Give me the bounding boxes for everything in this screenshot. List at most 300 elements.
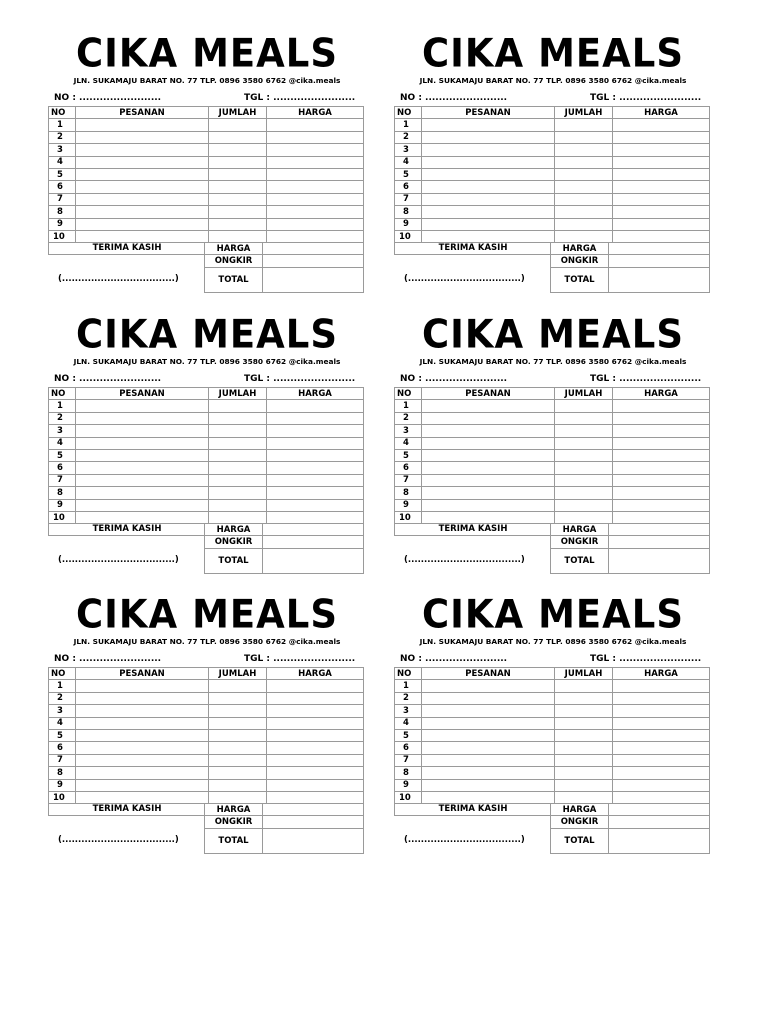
receipt-number-field[interactable]: NO : ........................ bbox=[400, 654, 508, 664]
brand-title: CIKA MEALS bbox=[421, 311, 685, 358]
harga-cell[interactable] bbox=[613, 705, 710, 717]
harga-cell[interactable] bbox=[613, 425, 710, 437]
harga-value-cell[interactable] bbox=[609, 524, 710, 536]
receipt-meta bbox=[48, 374, 366, 386]
total-value-cell[interactable] bbox=[609, 267, 710, 292]
harga-cell[interactable] bbox=[267, 767, 364, 779]
pesanan-cell[interactable] bbox=[76, 193, 209, 205]
pesanan-cell[interactable] bbox=[422, 412, 555, 424]
pesanan-cell[interactable] bbox=[76, 144, 209, 156]
jumlah-cell[interactable] bbox=[555, 400, 613, 412]
jumlah-cell[interactable] bbox=[209, 742, 267, 754]
pesanan-cell[interactable] bbox=[76, 218, 209, 230]
pesanan-cell[interactable] bbox=[76, 705, 209, 717]
order-row bbox=[49, 412, 364, 424]
jumlah-cell[interactable] bbox=[209, 754, 267, 766]
pesanan-cell[interactable] bbox=[422, 692, 555, 704]
jumlah-cell[interactable] bbox=[555, 767, 613, 779]
totals-table bbox=[550, 803, 710, 854]
pesanan-cell[interactable] bbox=[76, 499, 209, 511]
receipt-number-field[interactable]: NO : ........................ bbox=[400, 93, 508, 103]
harga-cell[interactable] bbox=[613, 193, 710, 205]
pesanan-cell[interactable] bbox=[76, 487, 209, 499]
pesanan-cell[interactable] bbox=[422, 144, 555, 156]
jumlah-cell[interactable] bbox=[555, 499, 613, 511]
jumlah-cell[interactable] bbox=[209, 717, 267, 729]
pesanan-cell[interactable] bbox=[422, 511, 555, 523]
jumlah-cell[interactable] bbox=[209, 437, 267, 449]
harga-cell[interactable] bbox=[613, 400, 710, 412]
pesanan-cell[interactable] bbox=[422, 474, 555, 486]
harga-cell[interactable] bbox=[613, 754, 710, 766]
total-value-cell[interactable] bbox=[609, 548, 710, 573]
harga-cell[interactable] bbox=[267, 511, 364, 523]
order-table bbox=[394, 106, 710, 243]
order-row bbox=[49, 499, 364, 511]
jumlah-cell[interactable] bbox=[555, 144, 613, 156]
ongkir-label: ONGKIR bbox=[551, 536, 609, 548]
harga-cell[interactable] bbox=[613, 449, 710, 461]
ongkir-value-cell[interactable] bbox=[263, 536, 364, 548]
order-table-header bbox=[395, 668, 710, 680]
receipt-form bbox=[48, 591, 366, 853]
pesanan-cell[interactable] bbox=[422, 193, 555, 205]
harga-cell[interactable] bbox=[613, 692, 710, 704]
harga-cell[interactable] bbox=[267, 437, 364, 449]
harga-cell[interactable] bbox=[613, 487, 710, 499]
total-value-cell[interactable] bbox=[263, 267, 364, 292]
harga-value-cell[interactable] bbox=[263, 243, 364, 255]
harga-cell[interactable] bbox=[267, 791, 364, 803]
jumlah-cell[interactable] bbox=[555, 437, 613, 449]
ongkir-label: ONGKIR bbox=[205, 255, 263, 267]
jumlah-cell[interactable] bbox=[555, 230, 613, 242]
pesanan-cell[interactable] bbox=[76, 412, 209, 424]
signature-line: (...................................) bbox=[404, 835, 525, 845]
pesanan-cell[interactable] bbox=[422, 791, 555, 803]
harga-cell[interactable] bbox=[267, 181, 364, 193]
pesanan-cell[interactable] bbox=[76, 156, 209, 168]
order-table bbox=[394, 387, 710, 524]
jumlah-cell[interactable] bbox=[209, 791, 267, 803]
header-harga: HARGA bbox=[613, 107, 710, 119]
thank-you-text: TERIMA KASIH bbox=[48, 242, 205, 255]
receipt-form bbox=[48, 30, 366, 292]
row-number: 2 bbox=[49, 692, 76, 704]
pesanan-cell[interactable] bbox=[76, 717, 209, 729]
ongkir-value-cell[interactable] bbox=[609, 255, 710, 267]
pesanan-cell[interactable] bbox=[76, 779, 209, 791]
jumlah-cell[interactable] bbox=[209, 168, 267, 180]
jumlah-cell[interactable] bbox=[555, 779, 613, 791]
store-address: JLN. SUKAMAJU BARAT NO. 77 TLP. 0896 3580 6762 @cika.meals bbox=[73, 76, 341, 85]
jumlah-cell[interactable] bbox=[209, 400, 267, 412]
thank-you-text: TERIMA KASIH bbox=[48, 803, 205, 816]
receipt-number-field[interactable]: NO : ........................ bbox=[54, 93, 162, 103]
pesanan-cell[interactable] bbox=[76, 742, 209, 754]
order-row bbox=[395, 692, 710, 704]
jumlah-cell[interactable] bbox=[209, 131, 267, 143]
harga-cell[interactable] bbox=[267, 156, 364, 168]
pesanan-cell[interactable] bbox=[422, 717, 555, 729]
order-row bbox=[49, 767, 364, 779]
harga-cell[interactable] bbox=[267, 400, 364, 412]
thank-you-text: TERIMA KASIH bbox=[394, 523, 551, 536]
harga-cell[interactable] bbox=[613, 791, 710, 803]
order-row bbox=[49, 425, 364, 437]
jumlah-cell[interactable] bbox=[555, 449, 613, 461]
jumlah-cell[interactable] bbox=[555, 218, 613, 230]
order-row bbox=[395, 742, 710, 754]
pesanan-cell[interactable] bbox=[422, 462, 555, 474]
order-row bbox=[395, 767, 710, 779]
harga-cell[interactable] bbox=[613, 511, 710, 523]
pesanan-cell[interactable] bbox=[422, 487, 555, 499]
harga-cell[interactable] bbox=[267, 754, 364, 766]
receipt-meta bbox=[48, 93, 366, 105]
jumlah-cell[interactable] bbox=[555, 474, 613, 486]
jumlah-cell[interactable] bbox=[555, 168, 613, 180]
order-row bbox=[395, 218, 710, 230]
jumlah-cell[interactable] bbox=[209, 412, 267, 424]
harga-cell[interactable] bbox=[613, 131, 710, 143]
pesanan-cell[interactable] bbox=[422, 779, 555, 791]
order-row bbox=[395, 499, 710, 511]
row-number: 9 bbox=[395, 218, 422, 230]
jumlah-cell[interactable] bbox=[555, 156, 613, 168]
jumlah-cell[interactable] bbox=[209, 206, 267, 218]
pesanan-cell[interactable] bbox=[76, 119, 209, 131]
total-value-cell[interactable] bbox=[263, 548, 364, 573]
total-label: TOTAL bbox=[205, 267, 263, 292]
row-number: 1 bbox=[395, 119, 422, 131]
pesanan-cell[interactable] bbox=[422, 168, 555, 180]
pesanan-cell[interactable] bbox=[76, 692, 209, 704]
harga-cell[interactable] bbox=[613, 144, 710, 156]
order-row bbox=[395, 119, 710, 131]
pesanan-cell[interactable] bbox=[76, 511, 209, 523]
order-row bbox=[49, 168, 364, 180]
harga-value-cell[interactable] bbox=[609, 804, 710, 816]
row-number: 10 bbox=[395, 230, 422, 242]
pesanan-cell[interactable] bbox=[422, 742, 555, 754]
header-pesanan: PESANAN bbox=[76, 668, 209, 680]
harga-cell[interactable] bbox=[613, 462, 710, 474]
pesanan-cell[interactable] bbox=[76, 181, 209, 193]
pesanan-cell[interactable] bbox=[76, 754, 209, 766]
harga-cell[interactable] bbox=[267, 717, 364, 729]
order-row bbox=[49, 400, 364, 412]
row-number: 5 bbox=[395, 729, 422, 741]
harga-cell[interactable] bbox=[267, 729, 364, 741]
jumlah-cell[interactable] bbox=[209, 218, 267, 230]
receipt-form bbox=[394, 30, 712, 292]
harga-label: HARGA bbox=[205, 524, 263, 536]
ongkir-value-cell[interactable] bbox=[609, 536, 710, 548]
jumlah-cell[interactable] bbox=[209, 181, 267, 193]
harga-cell[interactable] bbox=[267, 449, 364, 461]
harga-cell[interactable] bbox=[267, 474, 364, 486]
row-number: 9 bbox=[395, 779, 422, 791]
harga-cell[interactable] bbox=[613, 168, 710, 180]
jumlah-cell[interactable] bbox=[555, 193, 613, 205]
jumlah-cell[interactable] bbox=[209, 193, 267, 205]
pesanan-cell[interactable] bbox=[76, 400, 209, 412]
harga-cell[interactable] bbox=[613, 230, 710, 242]
pesanan-cell[interactable] bbox=[422, 680, 555, 692]
jumlah-cell[interactable] bbox=[555, 717, 613, 729]
harga-cell[interactable] bbox=[267, 193, 364, 205]
ongkir-value-cell[interactable] bbox=[263, 816, 364, 828]
harga-cell[interactable] bbox=[267, 230, 364, 242]
pesanan-cell[interactable] bbox=[422, 218, 555, 230]
harga-cell[interactable] bbox=[613, 729, 710, 741]
thank-you-text: TERIMA KASIH bbox=[394, 242, 551, 255]
row-number: 3 bbox=[395, 144, 422, 156]
harga-cell[interactable] bbox=[267, 412, 364, 424]
harga-cell[interactable] bbox=[267, 487, 364, 499]
harga-cell[interactable] bbox=[613, 499, 710, 511]
pesanan-cell[interactable] bbox=[76, 729, 209, 741]
harga-cell[interactable] bbox=[613, 767, 710, 779]
pesanan-cell[interactable] bbox=[422, 181, 555, 193]
jumlah-cell[interactable] bbox=[555, 462, 613, 474]
row-number: 6 bbox=[395, 181, 422, 193]
pesanan-cell[interactable] bbox=[422, 119, 555, 131]
harga-cell[interactable] bbox=[267, 462, 364, 474]
pesanan-cell[interactable] bbox=[76, 680, 209, 692]
header-harga: HARGA bbox=[613, 668, 710, 680]
order-row bbox=[49, 218, 364, 230]
harga-value-cell[interactable] bbox=[263, 804, 364, 816]
order-row bbox=[49, 705, 364, 717]
harga-cell[interactable] bbox=[613, 717, 710, 729]
ongkir-value-cell[interactable] bbox=[609, 816, 710, 828]
harga-cell[interactable] bbox=[267, 206, 364, 218]
pesanan-cell[interactable] bbox=[422, 705, 555, 717]
jumlah-cell[interactable] bbox=[555, 412, 613, 424]
jumlah-cell[interactable] bbox=[209, 119, 267, 131]
jumlah-cell[interactable] bbox=[555, 487, 613, 499]
receipt-meta bbox=[48, 654, 366, 666]
receipt-date-field[interactable]: TGL : ........................ bbox=[244, 654, 356, 664]
order-row bbox=[49, 131, 364, 143]
jumlah-cell[interactable] bbox=[209, 705, 267, 717]
pesanan-cell[interactable] bbox=[422, 437, 555, 449]
order-row bbox=[49, 791, 364, 803]
brand-title: CIKA MEALS bbox=[75, 30, 339, 77]
receipt-number-field[interactable]: NO : ........................ bbox=[54, 654, 162, 664]
receipt-date-field[interactable]: TGL : ........................ bbox=[244, 374, 356, 384]
jumlah-cell[interactable] bbox=[555, 742, 613, 754]
pesanan-cell[interactable] bbox=[76, 474, 209, 486]
harga-cell[interactable] bbox=[267, 144, 364, 156]
harga-cell[interactable] bbox=[267, 119, 364, 131]
harga-cell[interactable] bbox=[267, 779, 364, 791]
jumlah-cell[interactable] bbox=[555, 680, 613, 692]
jumlah-cell[interactable] bbox=[555, 181, 613, 193]
signature-line: (...................................) bbox=[58, 555, 179, 565]
receipt-number-field[interactable]: NO : ........................ bbox=[400, 374, 508, 384]
jumlah-cell[interactable] bbox=[209, 692, 267, 704]
pesanan-cell[interactable] bbox=[422, 729, 555, 741]
jumlah-cell[interactable] bbox=[209, 499, 267, 511]
jumlah-cell[interactable] bbox=[209, 462, 267, 474]
jumlah-cell[interactable] bbox=[555, 206, 613, 218]
jumlah-cell[interactable] bbox=[555, 425, 613, 437]
header-harga: HARGA bbox=[267, 107, 364, 119]
row-number: 3 bbox=[49, 705, 76, 717]
harga-cell[interactable] bbox=[267, 680, 364, 692]
pesanan-cell[interactable] bbox=[422, 156, 555, 168]
ongkir-label: ONGKIR bbox=[551, 816, 609, 828]
harga-cell[interactable] bbox=[613, 206, 710, 218]
pesanan-cell[interactable] bbox=[422, 425, 555, 437]
pesanan-cell[interactable] bbox=[422, 499, 555, 511]
ongkir-value-cell[interactable] bbox=[263, 255, 364, 267]
row-number: 8 bbox=[395, 487, 422, 499]
pesanan-cell[interactable] bbox=[422, 206, 555, 218]
row-number: 8 bbox=[395, 767, 422, 779]
receipt-footer bbox=[48, 523, 364, 571]
harga-cell[interactable] bbox=[613, 156, 710, 168]
pesanan-cell[interactable] bbox=[76, 131, 209, 143]
harga-cell[interactable] bbox=[267, 705, 364, 717]
jumlah-cell[interactable] bbox=[555, 131, 613, 143]
row-number: 10 bbox=[49, 511, 76, 523]
receipt-number-field[interactable]: NO : ........................ bbox=[54, 374, 162, 384]
harga-cell[interactable] bbox=[613, 437, 710, 449]
receipt-date-field[interactable]: TGL : ........................ bbox=[590, 93, 702, 103]
harga-cell[interactable] bbox=[267, 218, 364, 230]
jumlah-cell[interactable] bbox=[209, 767, 267, 779]
jumlah-cell[interactable] bbox=[555, 119, 613, 131]
header-pesanan: PESANAN bbox=[76, 388, 209, 400]
jumlah-cell[interactable] bbox=[555, 754, 613, 766]
harga-cell[interactable] bbox=[613, 181, 710, 193]
order-row bbox=[395, 462, 710, 474]
row-number: 6 bbox=[395, 462, 422, 474]
harga-cell[interactable] bbox=[267, 168, 364, 180]
pesanan-cell[interactable] bbox=[76, 449, 209, 461]
pesanan-cell[interactable] bbox=[76, 206, 209, 218]
order-row bbox=[49, 717, 364, 729]
pesanan-cell[interactable] bbox=[76, 230, 209, 242]
total-label: TOTAL bbox=[551, 548, 609, 573]
jumlah-cell[interactable] bbox=[555, 511, 613, 523]
receipt-meta bbox=[394, 93, 712, 105]
totals-table bbox=[204, 803, 364, 854]
total-value-cell[interactable] bbox=[609, 828, 710, 853]
row-number: 5 bbox=[49, 729, 76, 741]
order-table-header bbox=[49, 668, 364, 680]
harga-label: HARGA bbox=[551, 243, 609, 255]
order-row bbox=[395, 705, 710, 717]
header-jumlah: JUMLAH bbox=[555, 388, 613, 400]
row-number: 9 bbox=[49, 779, 76, 791]
total-value-cell[interactable] bbox=[263, 828, 364, 853]
jumlah-cell[interactable] bbox=[209, 779, 267, 791]
total-label: TOTAL bbox=[205, 828, 263, 853]
jumlah-cell[interactable] bbox=[209, 425, 267, 437]
pesanan-cell[interactable] bbox=[422, 400, 555, 412]
pesanan-cell[interactable] bbox=[422, 767, 555, 779]
jumlah-cell[interactable] bbox=[555, 729, 613, 741]
harga-value-cell[interactable] bbox=[263, 524, 364, 536]
row-number: 7 bbox=[395, 474, 422, 486]
pesanan-cell[interactable] bbox=[422, 131, 555, 143]
pesanan-cell[interactable] bbox=[76, 425, 209, 437]
row-number: 4 bbox=[49, 156, 76, 168]
receipt-date-field[interactable]: TGL : ........................ bbox=[590, 374, 702, 384]
jumlah-cell[interactable] bbox=[209, 729, 267, 741]
receipt-date-field[interactable]: TGL : ........................ bbox=[590, 654, 702, 664]
jumlah-cell[interactable] bbox=[209, 487, 267, 499]
receipt-date-field[interactable]: TGL : ........................ bbox=[244, 93, 356, 103]
harga-value-cell[interactable] bbox=[609, 243, 710, 255]
jumlah-cell[interactable] bbox=[209, 230, 267, 242]
jumlah-cell[interactable] bbox=[209, 474, 267, 486]
harga-cell[interactable] bbox=[613, 474, 710, 486]
jumlah-cell[interactable] bbox=[209, 449, 267, 461]
row-number: 3 bbox=[395, 425, 422, 437]
row-number: 10 bbox=[395, 791, 422, 803]
jumlah-cell[interactable] bbox=[555, 791, 613, 803]
total-label: TOTAL bbox=[551, 267, 609, 292]
order-row bbox=[395, 181, 710, 193]
harga-cell[interactable] bbox=[267, 425, 364, 437]
harga-cell[interactable] bbox=[267, 131, 364, 143]
harga-cell[interactable] bbox=[613, 680, 710, 692]
harga-cell[interactable] bbox=[613, 779, 710, 791]
receipt-form bbox=[394, 591, 712, 853]
order-row bbox=[395, 779, 710, 791]
jumlah-cell[interactable] bbox=[209, 511, 267, 523]
pesanan-cell[interactable] bbox=[76, 462, 209, 474]
header-no: NO bbox=[49, 668, 76, 680]
harga-cell[interactable] bbox=[613, 218, 710, 230]
jumlah-cell[interactable] bbox=[209, 156, 267, 168]
order-table-header bbox=[395, 388, 710, 400]
pesanan-cell[interactable] bbox=[76, 791, 209, 803]
pesanan-cell[interactable] bbox=[76, 437, 209, 449]
pesanan-cell[interactable] bbox=[76, 767, 209, 779]
receipt-footer bbox=[394, 242, 710, 290]
harga-cell[interactable] bbox=[613, 119, 710, 131]
header-harga: HARGA bbox=[267, 668, 364, 680]
order-row bbox=[49, 729, 364, 741]
jumlah-cell[interactable] bbox=[555, 705, 613, 717]
harga-label: HARGA bbox=[205, 243, 263, 255]
pesanan-cell[interactable] bbox=[422, 754, 555, 766]
harga-cell[interactable] bbox=[267, 499, 364, 511]
harga-cell[interactable] bbox=[613, 742, 710, 754]
header-no: NO bbox=[395, 107, 422, 119]
order-row bbox=[49, 462, 364, 474]
header-no: NO bbox=[49, 107, 76, 119]
jumlah-cell[interactable] bbox=[209, 144, 267, 156]
harga-cell[interactable] bbox=[613, 412, 710, 424]
order-row bbox=[395, 156, 710, 168]
harga-cell[interactable] bbox=[267, 742, 364, 754]
jumlah-cell[interactable] bbox=[555, 692, 613, 704]
pesanan-cell[interactable] bbox=[76, 168, 209, 180]
harga-cell[interactable] bbox=[267, 692, 364, 704]
pesanan-cell[interactable] bbox=[422, 449, 555, 461]
pesanan-cell[interactable] bbox=[422, 230, 555, 242]
jumlah-cell[interactable] bbox=[209, 680, 267, 692]
header-no: NO bbox=[49, 388, 76, 400]
